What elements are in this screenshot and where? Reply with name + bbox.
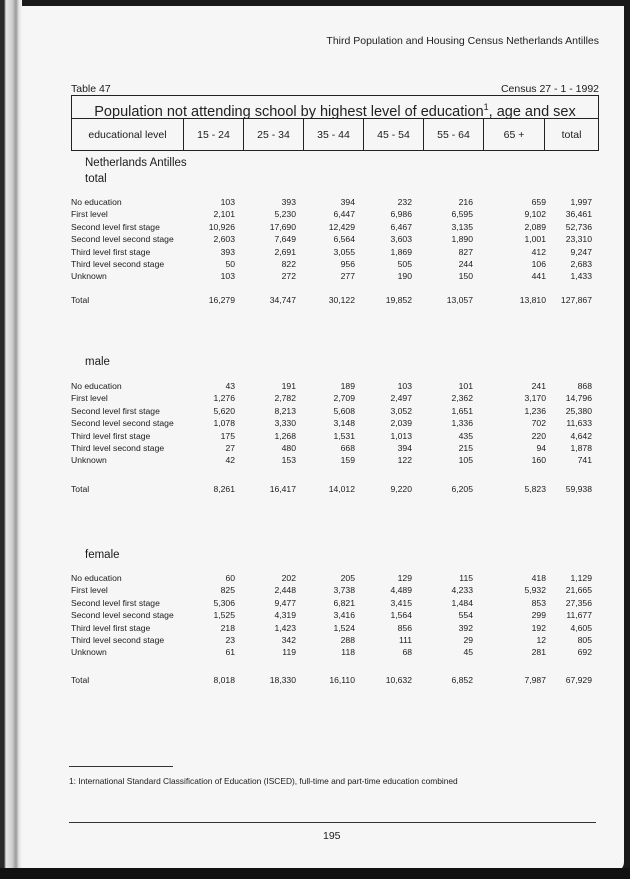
table-row-total-total	[71, 294, 611, 306]
row-label: Unknown	[71, 455, 107, 465]
cell-25-34: 16,417	[269, 484, 296, 494]
cell-65-plus: 441	[531, 271, 546, 281]
cell-15-24: 103	[220, 271, 235, 281]
row-label: No education	[71, 197, 122, 207]
cell-65-plus: 418	[531, 573, 546, 583]
cell-45-54: 1,564	[390, 610, 412, 620]
cell-total: 4,642	[570, 431, 592, 441]
cell-total: 67,929	[565, 675, 592, 685]
cell-45-54: 3,052	[390, 406, 412, 416]
cell-25-34: 7,649	[274, 234, 296, 244]
row-label: Unknown	[71, 271, 107, 281]
cell-65-plus: 9,102	[524, 209, 546, 219]
cell-15-24: 10,926	[208, 222, 235, 232]
cell-35-44: 288	[340, 635, 355, 645]
table-row-female-first-level	[71, 584, 611, 596]
cell-35-44: 394	[340, 197, 355, 207]
footnote: 1: International Standard Classification of Education (ISCED), full-time and part-time education combined	[69, 776, 458, 786]
cell-total: 1,878	[570, 443, 592, 453]
cell-65-plus: 412	[531, 247, 546, 257]
cell-15-24: 5,306	[213, 598, 235, 608]
cell-65-plus: 7,987	[524, 675, 546, 685]
cell-45-54: 3,603	[390, 234, 412, 244]
table-row-total-no-education	[71, 196, 611, 208]
table-row-total-second-level-first-stage	[71, 221, 611, 233]
cell-65-plus: 281	[531, 647, 546, 657]
cell-total: 1,129	[570, 573, 592, 583]
cell-45-54: 122	[397, 455, 412, 465]
cell-15-24: 2,603	[213, 234, 235, 244]
table-row-total-first-level	[71, 208, 611, 220]
cell-15-24: 103	[220, 197, 235, 207]
cell-65-plus: 853	[531, 598, 546, 608]
cell-65-plus: 12	[536, 635, 546, 645]
cell-55-64: 1,336	[451, 418, 473, 428]
cell-65-plus: 220	[531, 431, 546, 441]
cell-25-34: 153	[281, 455, 296, 465]
cell-35-44: 3,148	[333, 418, 355, 428]
cell-45-54: 4,489	[390, 585, 412, 595]
cell-35-44: 1,531	[333, 431, 355, 441]
cell-15-24: 16,279	[208, 295, 235, 305]
cell-25-34: 17,690	[269, 222, 296, 232]
table-row-female-third-level-first-stage	[71, 622, 611, 634]
section-title-line2: total	[85, 173, 107, 185]
table-row-male-third-level-second-stage	[71, 442, 611, 454]
table-row-female-second-level-second-stage	[71, 609, 611, 621]
cell-45-54: 68	[402, 647, 412, 657]
cell-total: 23,310	[565, 234, 592, 244]
cell-65-plus: 3,170	[524, 393, 546, 403]
cell-25-34: 5,230	[274, 209, 296, 219]
cell-total: 11,633	[566, 418, 592, 428]
section-title-line1: Netherlands Antilles	[85, 157, 187, 169]
cell-55-64: 101	[458, 381, 473, 391]
cell-65-plus: 5,823	[524, 484, 546, 494]
cell-55-64: 216	[458, 197, 473, 207]
row-label: Second level second stage	[71, 234, 174, 244]
table-row-male-third-level-first-stage	[71, 430, 611, 442]
cell-55-64: 244	[458, 259, 473, 269]
cell-15-24: 5,620	[213, 406, 235, 416]
cell-35-44: 159	[340, 455, 355, 465]
cell-total: 21,665	[565, 585, 592, 595]
cell-65-plus: 94	[536, 443, 546, 453]
table-row-male-total	[71, 483, 611, 495]
cell-25-34: 1,423	[274, 623, 296, 633]
cell-15-24: 175	[220, 431, 235, 441]
cell-55-64: 827	[458, 247, 473, 257]
col-header-45-54: 45 - 54	[364, 119, 424, 151]
cell-total: 2,683	[570, 259, 592, 269]
cell-15-24: 23	[225, 635, 235, 645]
cell-total: 692	[577, 647, 592, 657]
cell-45-54: 129	[397, 573, 412, 583]
table-row-female-second-level-first-stage	[71, 597, 611, 609]
col-header-15-24: 15 - 24	[184, 119, 244, 151]
cell-15-24: 393	[220, 247, 235, 257]
cell-55-64: 115	[459, 573, 473, 583]
cell-35-44: 956	[340, 259, 355, 269]
cell-35-44: 6,821	[333, 598, 355, 608]
section-title-total	[85, 155, 187, 187]
col-header-total: total	[561, 129, 582, 141]
section-title-male	[85, 354, 110, 370]
row-label: Unknown	[71, 647, 107, 657]
cell-25-34: 2,691	[274, 247, 296, 257]
row-label: Second level second stage	[71, 610, 174, 620]
cell-65-plus: 2,089	[524, 222, 546, 232]
cell-55-64: 1,651	[451, 406, 473, 416]
col-header-educational-level: educational level	[72, 119, 184, 151]
census-date: Census 27 - 1 - 1992	[500, 83, 599, 95]
cell-25-34: 1,268	[274, 431, 296, 441]
cell-total: 25,380	[565, 406, 592, 416]
table-title-suffix: , age and sex	[488, 103, 576, 120]
cell-25-34: 18,330	[269, 675, 296, 685]
section-title-female	[85, 547, 120, 563]
cell-65-plus: 5,932	[524, 585, 546, 595]
row-label: Second level first stage	[71, 222, 160, 232]
cell-65-plus: 160	[531, 455, 546, 465]
cell-45-54: 2,039	[390, 418, 412, 428]
cell-25-34: 2,782	[274, 393, 296, 403]
cell-15-24: 8,261	[213, 484, 235, 494]
cell-35-44: 6,564	[333, 234, 355, 244]
cell-25-34: 342	[281, 635, 296, 645]
cell-45-54: 232	[397, 197, 412, 207]
table-row-total-third-level-first-stage	[71, 246, 611, 258]
cell-65-plus: 702	[531, 418, 546, 428]
row-label: First level	[71, 393, 108, 403]
cell-total: 4,605	[570, 623, 592, 633]
cell-45-54: 1,869	[390, 247, 412, 257]
cell-55-64: 554	[458, 610, 473, 620]
cell-45-54: 10,632	[385, 675, 412, 685]
cell-45-54: 9,220	[390, 484, 412, 494]
row-label: Second level first stage	[71, 406, 160, 416]
cell-35-44: 3,738	[333, 585, 355, 595]
table-title-text: Population not attending school by highest level of education	[94, 103, 484, 120]
cell-35-44: 6,447	[333, 209, 355, 219]
scan-bottom-edge	[0, 868, 630, 879]
cell-35-44: 5,608	[333, 406, 355, 416]
row-label: Third level second stage	[71, 443, 165, 453]
row-label: Third level first stage	[71, 623, 151, 633]
table-row-female-unknown	[71, 646, 611, 658]
cell-45-54: 6,986	[390, 209, 412, 219]
footnote-mark: 1	[483, 102, 489, 112]
cell-55-64: 150	[458, 271, 473, 281]
table-row-total-unknown	[71, 270, 611, 282]
cell-55-64: 3,135	[451, 222, 473, 232]
cell-25-34: 480	[281, 443, 296, 453]
cell-65-plus: 13,810	[519, 295, 546, 305]
cell-total: 14,796	[565, 393, 592, 403]
cell-65-plus: 241	[531, 381, 546, 391]
col-header-65-plus: 65 +	[484, 119, 545, 151]
cell-15-24: 218	[220, 623, 235, 633]
cell-total: 59,938	[565, 484, 592, 494]
row-label: First level	[71, 585, 108, 595]
cell-35-44: 277	[340, 271, 355, 281]
row-label: Second level first stage	[71, 598, 160, 608]
row-label: Third level second stage	[71, 259, 165, 269]
col-header-35-44: 35 - 44	[304, 119, 364, 151]
cell-45-54: 19,852	[385, 295, 412, 305]
cell-35-44: 14,012	[328, 484, 355, 494]
row-label: Third level second stage	[71, 635, 165, 645]
cell-55-64: 6,205	[451, 484, 473, 494]
cell-45-54: 2,497	[390, 393, 412, 403]
cell-55-64: 1,484	[451, 598, 473, 608]
table-row-male-second-level-first-stage	[71, 405, 611, 417]
cell-45-54: 6,467	[390, 222, 412, 232]
cell-65-plus: 192	[531, 623, 546, 633]
row-label: No education	[71, 573, 122, 583]
cell-15-24: 42	[225, 455, 235, 465]
page-number: 195	[323, 830, 341, 842]
cell-total: 1,997	[570, 197, 592, 207]
book-binding-edge	[0, 0, 22, 879]
row-label: First level	[71, 209, 108, 219]
cell-45-54: 505	[397, 259, 412, 269]
col-header-55-64: 55 - 64	[424, 119, 484, 151]
cell-65-plus: 106	[531, 259, 546, 269]
table-title	[72, 96, 598, 119]
cell-25-34: 272	[281, 271, 296, 281]
cell-45-54: 190	[397, 271, 412, 281]
table-label: Table 47	[71, 83, 111, 95]
table-row-total-third-level-second-stage	[71, 258, 611, 270]
row-label: Total	[71, 484, 90, 494]
table-row-male-unknown	[71, 454, 611, 466]
cell-25-34: 2,448	[274, 585, 296, 595]
column-headers	[72, 119, 598, 151]
cell-35-44: 1,524	[333, 623, 355, 633]
cell-35-44: 30,122	[328, 295, 355, 305]
cell-65-plus: 1,236	[524, 406, 546, 416]
section-title-line1: female	[85, 549, 120, 561]
cell-total: 9,247	[570, 247, 592, 257]
cell-25-34: 34,747	[269, 295, 296, 305]
cell-35-44: 3,055	[333, 247, 355, 257]
cell-45-54: 3,415	[390, 598, 412, 608]
cell-35-44: 3,416	[333, 610, 355, 620]
cell-15-24: 27	[225, 443, 235, 453]
row-label: Total	[71, 295, 90, 305]
cell-45-54: 856	[397, 623, 412, 633]
cell-total: 741	[577, 455, 592, 465]
cell-total: 11,677	[566, 610, 592, 620]
cell-45-54: 394	[397, 443, 412, 453]
section-title-line1: male	[85, 356, 110, 368]
cell-55-64: 2,362	[451, 393, 473, 403]
cell-25-34: 202	[281, 573, 296, 583]
cell-15-24: 1,078	[213, 418, 235, 428]
cell-55-64: 435	[458, 431, 473, 441]
footer-divider	[69, 822, 596, 823]
row-label: Second level second stage	[71, 418, 174, 428]
cell-total: 36,461	[565, 209, 592, 219]
cell-15-24: 1,525	[213, 610, 235, 620]
cell-65-plus: 299	[531, 610, 546, 620]
row-label: Total	[71, 675, 90, 685]
table-row-total-second-level-second-stage	[71, 233, 611, 245]
table-row-male-first-level	[71, 392, 611, 404]
cell-total: 27,356	[565, 598, 592, 608]
table-row-female-third-level-second-stage	[71, 634, 611, 646]
cell-55-64: 4,233	[451, 585, 473, 595]
cell-45-54: 111	[398, 635, 412, 645]
cell-35-44: 2,709	[333, 393, 355, 403]
table-header	[71, 95, 599, 151]
row-label: No education	[71, 381, 122, 391]
cell-35-44: 205	[340, 573, 355, 583]
table-row-male-no-education	[71, 380, 611, 392]
cell-35-44: 12,429	[328, 222, 355, 232]
cell-55-64: 29	[463, 635, 473, 645]
cell-45-54: 1,013	[390, 431, 412, 441]
cell-55-64: 13,057	[446, 295, 473, 305]
cell-25-34: 822	[281, 259, 296, 269]
cell-total: 805	[577, 635, 592, 645]
cell-15-24: 60	[225, 573, 235, 583]
cell-15-24: 43	[225, 381, 235, 391]
cell-15-24: 50	[225, 259, 235, 269]
table-row-female-no-education	[71, 572, 611, 584]
cell-55-64: 6,852	[451, 675, 473, 685]
cell-25-34: 191	[281, 381, 296, 391]
cell-25-34: 4,319	[274, 610, 296, 620]
cell-55-64: 105	[458, 455, 473, 465]
cell-45-54: 103	[397, 381, 412, 391]
footnote-divider	[69, 766, 173, 767]
cell-15-24: 2,101	[213, 209, 235, 219]
cell-total: 868	[577, 381, 592, 391]
cell-15-24: 825	[220, 585, 235, 595]
cell-25-34: 9,477	[274, 598, 296, 608]
table-row-female-total	[71, 674, 611, 686]
cell-65-plus: 1,001	[524, 234, 546, 244]
cell-25-34: 393	[281, 197, 296, 207]
cell-25-34: 119	[282, 647, 296, 657]
cell-35-44: 16,110	[329, 675, 355, 685]
cell-35-44: 189	[340, 381, 355, 391]
cell-15-24: 1,276	[213, 393, 235, 403]
table-row-male-second-level-second-stage	[71, 417, 611, 429]
running-head: Third Population and Housing Census Netherlands Antilles	[326, 35, 599, 47]
cell-35-44: 668	[340, 443, 355, 453]
cell-35-44: 118	[341, 647, 355, 657]
cell-25-34: 8,213	[274, 406, 296, 416]
cell-55-64: 392	[458, 623, 473, 633]
cell-55-64: 215	[458, 443, 473, 453]
cell-55-64: 1,890	[451, 234, 473, 244]
row-label: Third level first stage	[71, 431, 151, 441]
cell-15-24: 61	[225, 647, 235, 657]
cell-25-34: 3,330	[274, 418, 296, 428]
col-header-25-34: 25 - 34	[244, 119, 304, 151]
cell-55-64: 45	[463, 647, 473, 657]
cell-total: 52,736	[565, 222, 592, 232]
row-label: Third level first stage	[71, 247, 151, 257]
cell-total: 127,867	[560, 295, 592, 305]
cell-55-64: 6,595	[451, 209, 473, 219]
cell-15-24: 8,018	[213, 675, 235, 685]
cell-total: 1,433	[570, 271, 592, 281]
cell-65-plus: 659	[531, 197, 546, 207]
